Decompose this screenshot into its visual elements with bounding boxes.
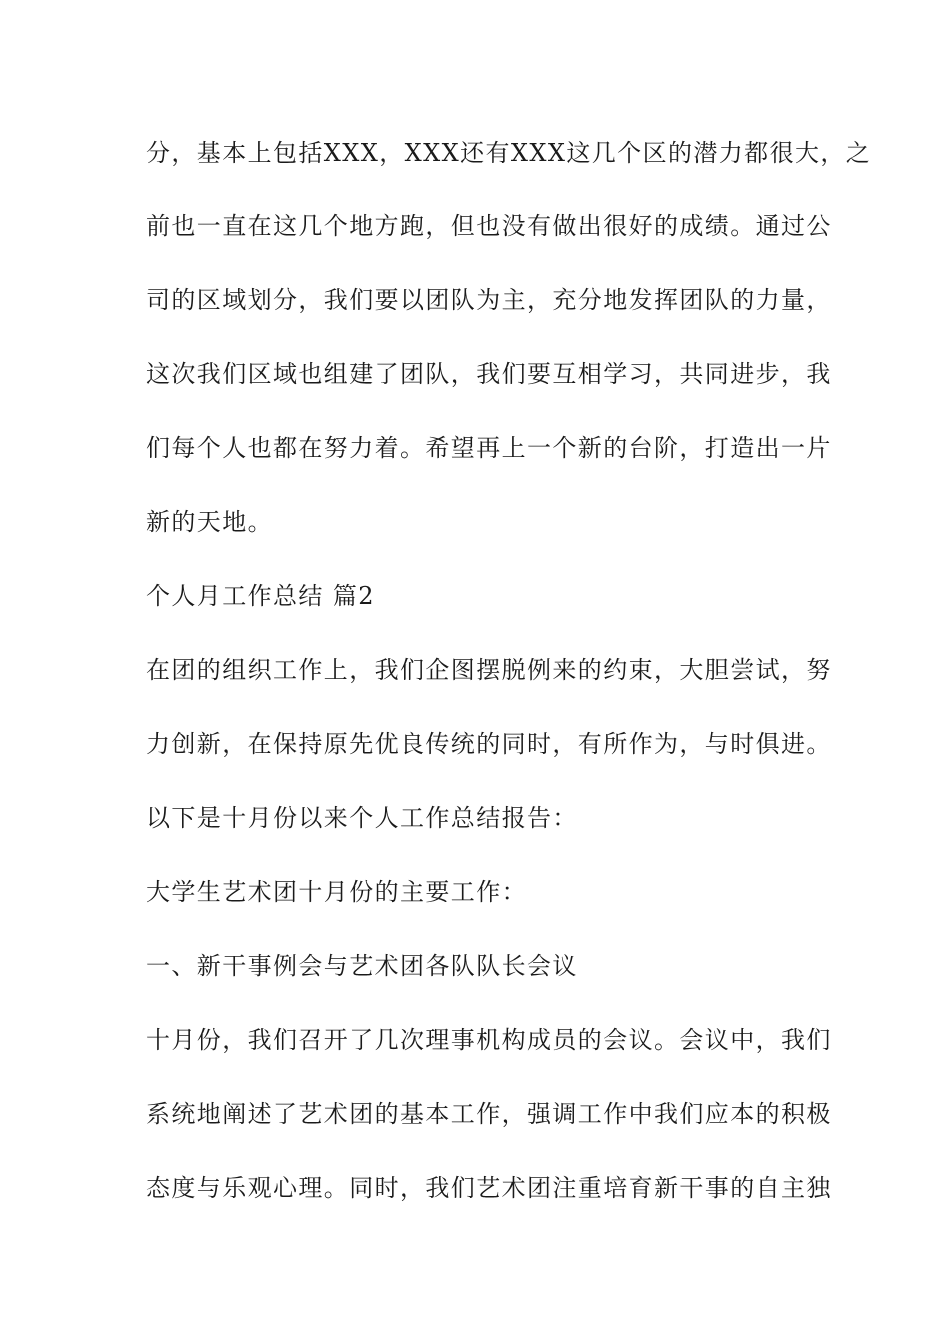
paragraph-line: 力创新，在保持原先优良传统的同时，有所作为，与时俱进。: [146, 730, 832, 758]
paragraph-line: 大学生艺术团十月份的主要工作：: [146, 878, 527, 906]
section-heading: 个人月工作总结 篇2: [146, 582, 375, 610]
paragraph-line: 态度与乐观心理。同时，我们艺术团注重培育新干事的自主独: [146, 1174, 832, 1202]
subsection-heading: 一、新干事例会与艺术团各队队长会议: [146, 952, 578, 980]
paragraph-line: 十月份，我们召开了几次理事机构成员的会议。会议中，我们: [146, 1026, 832, 1054]
paragraph-line: 在团的组织工作上，我们企图摆脱例来的约束，大胆尝试，努: [146, 656, 832, 684]
paragraph-line: 们每个人也都在努力着。希望再上一个新的台阶，打造出一片: [146, 434, 832, 462]
paragraph-line: 这次我们区域也组建了团队，我们要互相学习，共同进步，我: [146, 360, 832, 388]
paragraph-line: 分，基本上包括XXX，XXX还有XXX这几个区的潜力都很大，之: [146, 139, 872, 167]
paragraph-line: 系统地阐述了艺术团的基本工作，强调工作中我们应本的积极: [146, 1100, 832, 1128]
paragraph-line: 以下是十月份以来个人工作总结报告：: [146, 804, 578, 832]
paragraph-line: 前也一直在这几个地方跑，但也没有做出很好的成绩。通过公: [146, 212, 832, 240]
paragraph-line: 司的区域划分，我们要以团队为主，充分地发挥团队的力量，: [146, 286, 832, 314]
paragraph-line: 新的天地。: [146, 508, 273, 536]
